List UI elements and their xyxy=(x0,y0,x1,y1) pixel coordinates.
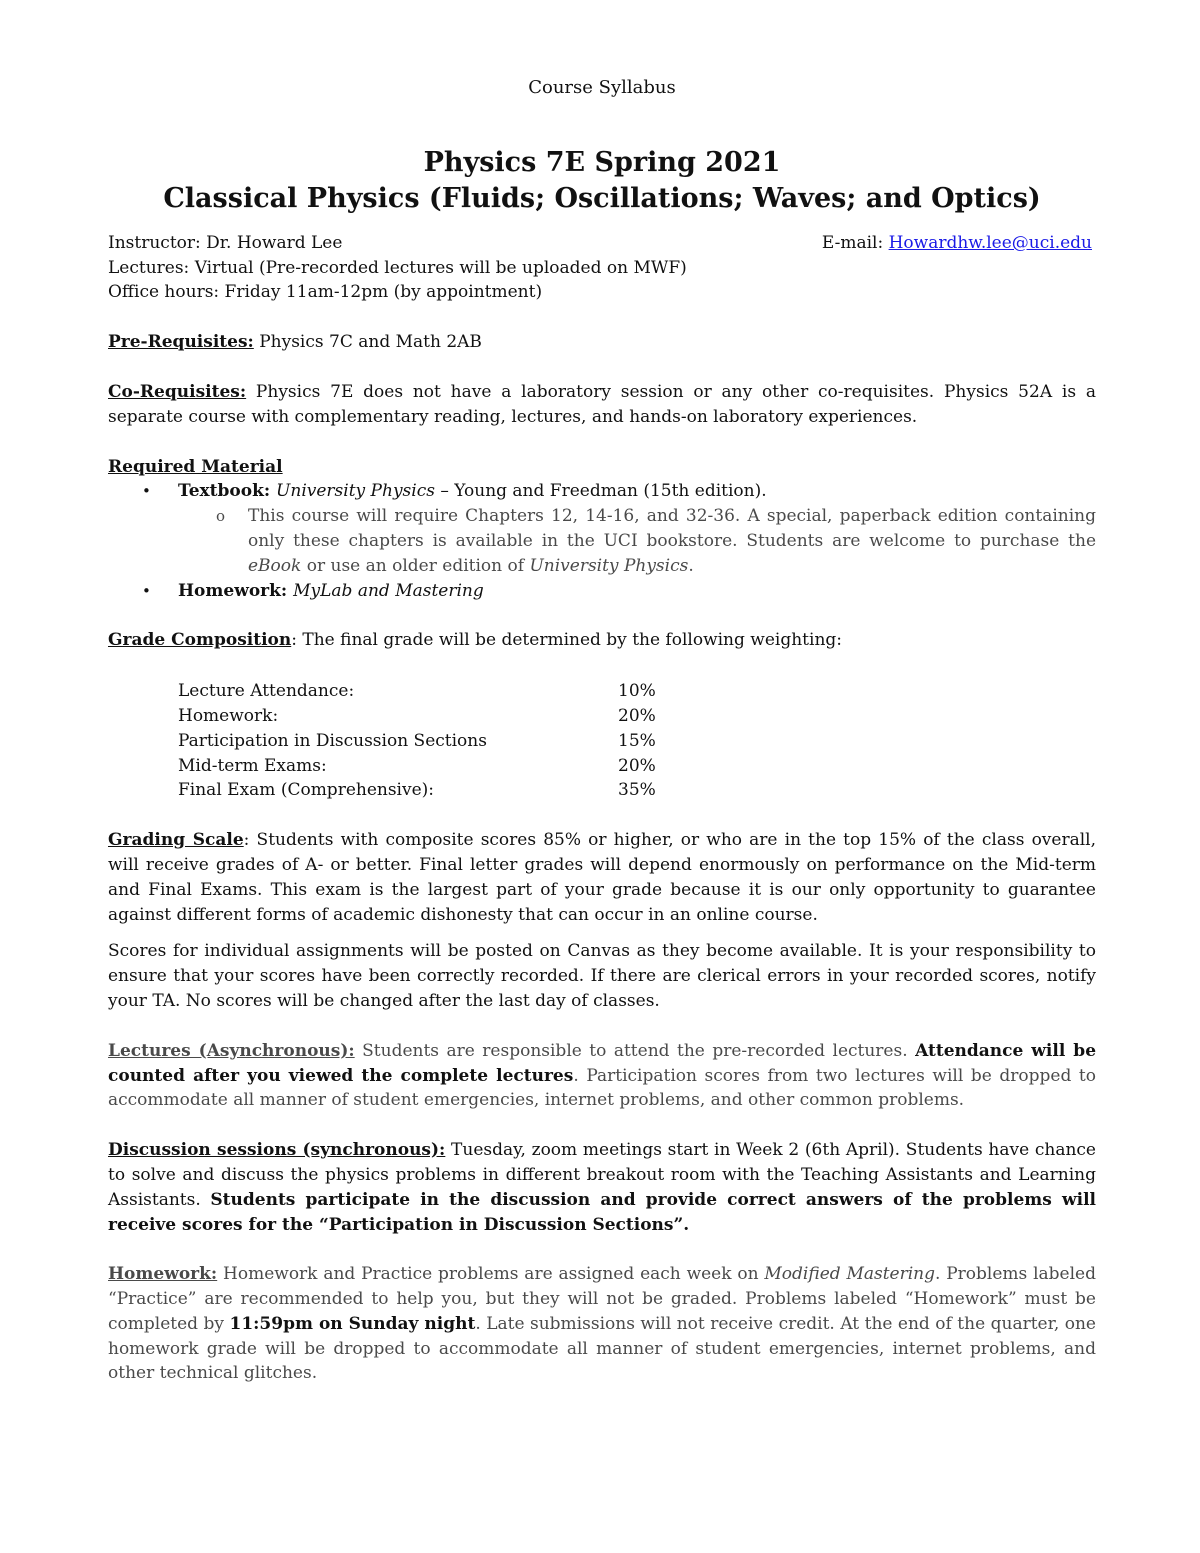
material-list xyxy=(108,479,1096,504)
grading-scale xyxy=(108,828,1096,927)
grade-row-label: Participation in Discussion Sections xyxy=(178,730,487,751)
homework-text2: . Problems labeled “Practice” are recommended to help you, but they will not be graded. Problems labeled “Homework” must be completed by xyxy=(108,1264,1096,1334)
lectures-text2: . Participation scores from two lectures will be dropped to accommodate all manner of student emergencies, internet problems, and other common problems. xyxy=(108,1065,1096,1111)
textbook-title: University Physics xyxy=(276,481,435,502)
grade-row-label: Homework: xyxy=(178,705,279,726)
grade-row-value: 10% xyxy=(618,681,656,702)
grade-row xyxy=(178,754,656,779)
note-ebook: eBook xyxy=(248,555,302,576)
homework-text1: Homework and Practice problems are assigned each week on xyxy=(217,1264,765,1285)
homework-bold: 11:59pm on Sunday night xyxy=(229,1313,476,1334)
homework-section xyxy=(108,1262,1096,1386)
grade-row-label: Lecture Attendance: xyxy=(178,681,355,702)
grade-row-label: Mid-term Exams: xyxy=(178,755,327,776)
grade-heading: Grade Composition xyxy=(108,630,292,651)
grade-text: : The final grade will be determined by the following weighting: xyxy=(291,630,842,651)
grade-row-value: 20% xyxy=(618,705,656,726)
grade-row-value: 35% xyxy=(618,780,656,801)
discussion-heading: Discussion sessions (synchronous): xyxy=(108,1140,446,1161)
list-item-textbook xyxy=(108,479,1096,504)
prerequisites xyxy=(108,330,1096,355)
course-title: Physics 7E Spring 2021 xyxy=(423,146,781,178)
homework-text3: . Late submissions will not receive credit. At the end of the quarter, one homework grade will be dropped to accommodate all manner of student emergencies, internet problems, and other technical glitches. xyxy=(108,1313,1096,1384)
coreq-text: Physics 7E does not have a laboratory session or any other co-requisites. Physics 52A is a separate course with complementary reading, lectures, and hands-on laboratory experiences. xyxy=(108,381,1096,427)
sub-bullet-marker: o xyxy=(216,507,226,526)
email-label: E-mail: xyxy=(821,232,889,253)
coreq-heading: Co-Requisites: xyxy=(108,381,247,402)
note-title: University Physics xyxy=(529,555,689,576)
discussion-bold: Students participate in the discussion and provide correct answers of the problems will receive scores for the “Participation in Discussion Sections”. xyxy=(108,1189,1096,1235)
email-block xyxy=(822,231,1092,256)
grade-table xyxy=(178,679,656,803)
pre-title: Course Syllabus xyxy=(528,77,676,98)
textbook-label: Textbook: xyxy=(178,481,277,502)
office-hours: Office hours: Friday 11am-12pm (by appointment) xyxy=(108,282,543,303)
grade-row-value: 20% xyxy=(618,755,656,776)
grade-row-label: Final Exam (Comprehensive): xyxy=(178,780,435,801)
material-heading: Required Material xyxy=(108,456,283,477)
corequisites xyxy=(108,380,1096,430)
lectures-bold: Attendance will be counted after you viewed the complete lectures xyxy=(108,1040,1097,1086)
required-material xyxy=(108,455,1096,604)
grade-row xyxy=(178,729,656,754)
lectures-info: Lectures: Virtual (Pre-recorded lectures will be uploaded on MWF) xyxy=(108,257,687,278)
grade-row-value: 15% xyxy=(618,730,656,751)
list-item-homework xyxy=(108,579,1096,604)
material-list-2 xyxy=(108,579,1096,604)
grade-composition xyxy=(108,628,1096,653)
instructor: Instructor: Dr. Howard Lee xyxy=(108,232,343,253)
grade-row xyxy=(178,778,656,803)
lectures-text1: Students are responsible to attend the pre-recorded lectures. xyxy=(354,1040,916,1061)
lectures-section xyxy=(108,1039,1096,1113)
homework-heading: Homework: xyxy=(108,1264,218,1285)
grade-row xyxy=(178,679,656,704)
homework-value: MyLab and Mastering xyxy=(293,580,484,601)
discussion-text: Tuesday, zoom meetings start in Week 2 (6th April). Students have chance to solve and discuss the physics problems in different breakout room with the Teaching Assistants and Learning Assistants. xyxy=(108,1140,1096,1210)
textbook-note xyxy=(108,504,1096,578)
homework-label: Homework: xyxy=(178,580,294,601)
scale-text: : Students with composite scores 85% or higher, or who are in the top 15% of the class overall, will receive grades of A- or better. Final letter grades will depend enormously on performance on the Mid-term and Final Exams. This exam is the largest part of your grade because it is our only opportunity to guarantee against different forms of academic dishonesty that can occur in an online course. xyxy=(108,830,1097,925)
textbook-rest: – Young and Freedman (15th edition). xyxy=(434,481,767,502)
course-info xyxy=(108,231,1096,305)
prereq-heading: Pre-Requisites: xyxy=(108,332,254,353)
course-subtitle: Classical Physics (Fluids; Oscillations; Waves; and Optics) xyxy=(163,182,1041,214)
prereq-text: Physics 7C and Math 2AB xyxy=(253,332,482,353)
grade-row xyxy=(178,704,656,729)
note-text2: or use an older edition of xyxy=(301,555,530,576)
syllabus-page xyxy=(108,0,1096,1386)
scores-paragraph: Scores for individual assignments will be posted on Canvas as they become available. It is your responsibility to ensure that your scores have been correctly recorded. If there are clerical errors in your recorded scores, notify your TA. No scores will be changed after the last day of classes. xyxy=(108,941,1096,1011)
email-link[interactable]: Howardhw.lee@uci.edu xyxy=(888,232,1092,253)
lectures-heading: Lectures (Asynchronous): xyxy=(108,1040,355,1061)
discussion-section xyxy=(108,1138,1096,1237)
note-text1: This course will require Chapters 12, 14-16, and 32-36. A special, paperback edition containing only these chapters is available in the UCI bookstore. Students are welcome to purchase the xyxy=(248,506,1096,551)
instructor-row xyxy=(108,231,1096,256)
note-end: . xyxy=(688,555,694,576)
scale-heading: Grading Scale xyxy=(108,830,244,851)
homework-italic: Modified Mastering xyxy=(764,1264,936,1285)
